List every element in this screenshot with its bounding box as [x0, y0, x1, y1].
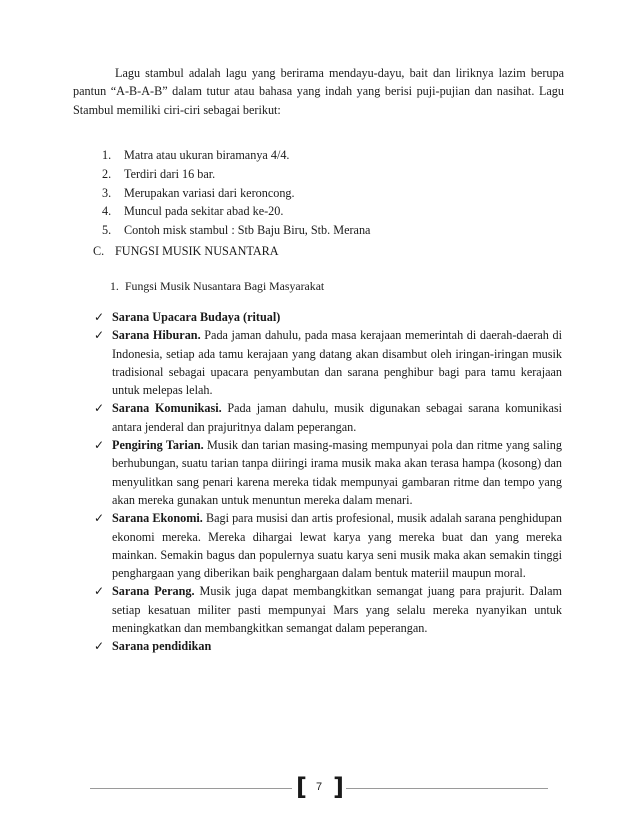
list-text: Muncul pada sekitar abad ke-20. — [124, 204, 284, 219]
bracket-right-icon: ] — [333, 773, 344, 801]
subsection-number: 1. — [110, 279, 119, 293]
function-desc: Pada jaman dahulu, musik digunakan sebagai sarana komunikasi antara jenderal dan prajuritnya dalam peperangan. — [112, 401, 562, 434]
list-number: 5. — [102, 223, 112, 238]
section-letter: C. — [93, 244, 105, 258]
list-item — [94, 637, 562, 655]
list-text: Matra atau ukuran biramanya 4/4. — [124, 148, 290, 162]
list-item — [94, 326, 562, 399]
page-number: 7 — [315, 781, 323, 793]
function-term: Sarana pendidikan — [112, 639, 212, 654]
function-desc: Pada jaman dahulu, pada masa kerajaan memerintah di daerah-daerah di Indonesia, setiap ada tamu kerajaan yang datang akan disambut oleh iringan-iringan musik tradisional sebagai upacara penyambutan dan sarana penghibur bagi para tamu kerajaan untuk melepas lelah. — [112, 328, 563, 398]
function-term: Sarana Upacara Budaya (ritual) — [112, 310, 281, 324]
function-desc: Musik juga dapat membangkitkan semangat juang para prajurit. Dalam setiap kesatuan militer pasti mempunyai Mars yang selalu mereka nyanyikan untuk meningkatkan dan membangkitkan semangat dalam peperangan. — [112, 584, 563, 636]
list-item — [102, 146, 562, 164]
function-term: Pengiring Tarian. — [112, 438, 204, 453]
check-icon: ✓ — [94, 438, 105, 453]
function-term: Sarana Perang. — [112, 584, 195, 599]
list-number: 1. — [102, 148, 112, 162]
list-item — [102, 221, 562, 239]
check-icon: ✓ — [94, 401, 105, 416]
list-item — [94, 582, 562, 637]
list-item — [94, 308, 562, 326]
function-term: Sarana Komunikasi. — [112, 401, 222, 416]
list-item — [94, 436, 562, 509]
list-item — [102, 184, 562, 202]
list-text: Terdiri dari 16 bar. — [124, 166, 216, 181]
function-desc: Bagi para musisi dan artis profesional, musik adalah sarana penghidupan ekonomi mereka. Mereka dihargai lewat karya yang mereka buat dan yang mereka mainkan. Semakin bagus dan populernya suatu karya seni musik maka akan semakin tinggi penghargaan yang diberikan baik penghargaan dalam bentuk materiil maupun moral. — [112, 511, 562, 581]
intro-paragraph: Lagu stambul adalah lagu yang berirama mendayu-dayu, bait dan liriknya lazim berupa pantun “A-B-A-B” dalam tutur atau bahasa yang indah yang berisi puji-pujian dan nasihat. Lagu Stambul memiliki ciri-ciri sebagai berikut: — [73, 66, 564, 117]
footer-divider-right — [346, 788, 548, 789]
function-term: Sarana Hiburan. — [112, 328, 201, 343]
function-term: Sarana Ekonomi. — [112, 511, 203, 526]
list-item — [102, 165, 562, 183]
check-icon: ✓ — [94, 511, 105, 526]
list-item — [94, 399, 562, 436]
check-icon: ✓ — [94, 584, 105, 599]
section-heading — [93, 242, 279, 260]
function-desc: Musik dan tarian masing-masing mempunyai pola dan ritme yang saling berhubungan, suatu tarian tanpa diiringi irama musik maka akan terasa hampa (kosong) dan menyulitkan sang penari karena mereka tidak mempunyai gambaran ritme dan tempo yang akan mereka gunakan untuk menuntun mereka dalam menari. — [112, 438, 562, 507]
check-icon: ✓ — [94, 639, 105, 654]
subsection-heading — [110, 277, 324, 295]
footer-divider-left — [90, 788, 292, 789]
list-number: 3. — [102, 185, 112, 200]
list-text: Contoh misk stambul : Stb Baju Biru, Stb. Merana — [124, 223, 371, 238]
functions-list — [94, 308, 562, 656]
check-icon: ✓ — [94, 328, 105, 343]
page-footer — [90, 772, 548, 802]
list-number: 2. — [102, 166, 112, 181]
section-title: FUNGSI MUSIK NUSANTARA — [115, 244, 279, 258]
bracket-left-icon: [ — [296, 773, 307, 801]
list-number: 4. — [102, 204, 112, 219]
list-item — [94, 509, 562, 582]
list-text: Merupakan variasi dari keroncong. — [124, 185, 295, 200]
subsection-title: Fungsi Musik Nusantara Bagi Masyarakat — [125, 279, 325, 293]
check-icon: ✓ — [94, 310, 105, 324]
list-item — [102, 202, 562, 220]
characteristics-list — [102, 146, 562, 240]
